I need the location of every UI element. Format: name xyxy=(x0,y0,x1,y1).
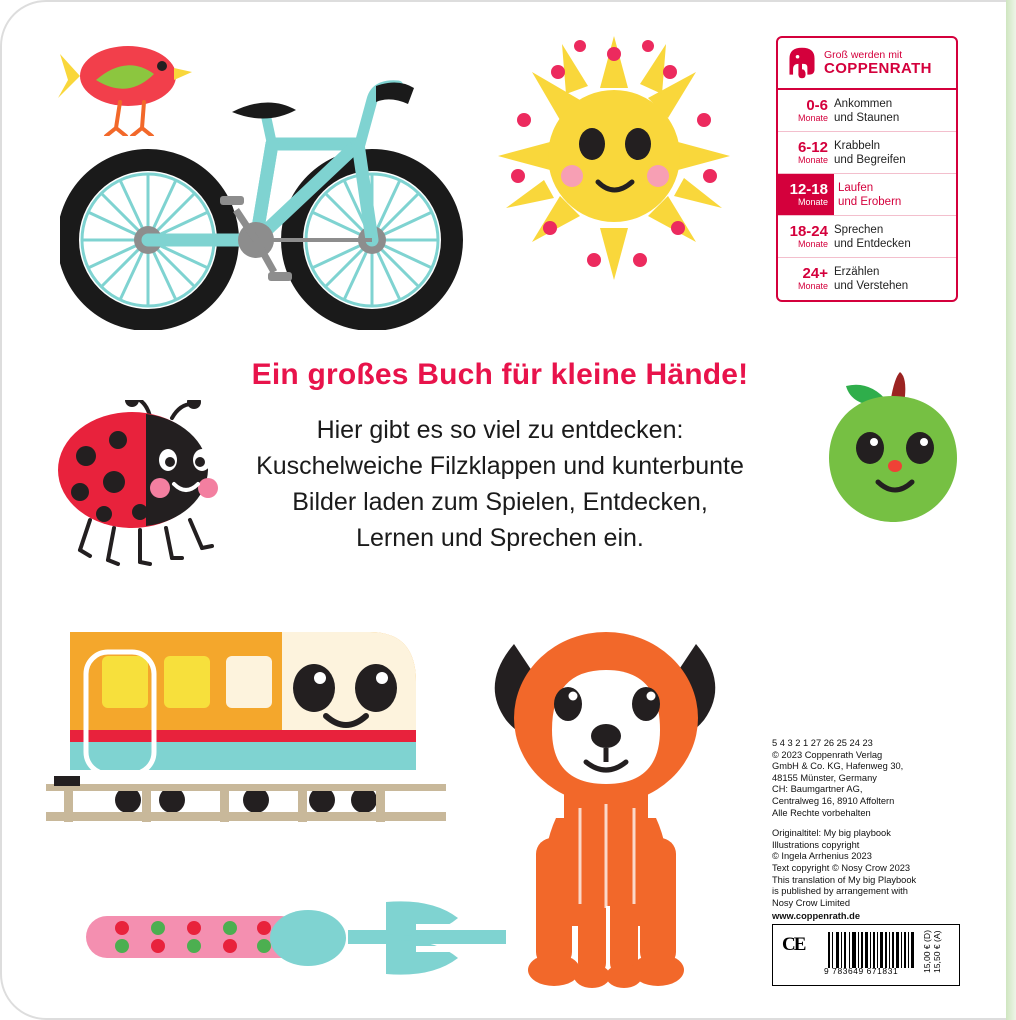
imprint-line: © Ingela Arrhenius 2023 xyxy=(772,851,872,862)
age-recommendation-badge xyxy=(776,36,958,302)
age-range-unit: Monate xyxy=(797,112,828,123)
imprint-line: This translation of My big Playbook xyxy=(772,874,917,885)
train-illustration xyxy=(46,608,446,858)
age-desc xyxy=(834,97,899,125)
age-desc xyxy=(838,181,901,209)
barcode-bars xyxy=(828,932,914,968)
imprint-line: is published by arrangement with xyxy=(772,886,908,897)
body-line-2: Kuschelweiche Filzklappen und kunterbunte xyxy=(256,452,744,480)
body-line-3: Bilder laden zum Spielen, Entdecken, xyxy=(292,488,708,516)
body-line-1: Hier gibt es so viel zu entdecken: xyxy=(316,416,684,444)
age-desc xyxy=(834,265,908,293)
age-range-unit: Monate xyxy=(797,196,828,207)
age-row-12-18-active xyxy=(778,174,956,216)
age-row-0-6 xyxy=(778,90,956,132)
age-row-18-24 xyxy=(778,216,956,258)
page-headline: Ein großes Buch für kleine Hände! xyxy=(251,358,749,391)
imprint-line: Text copyright © Nosy Crow 2023 xyxy=(772,862,911,873)
age-desc-line1: Laufen xyxy=(838,181,874,194)
imprint-line: GmbH & Co. KG, Hafenweg 30, xyxy=(772,761,904,772)
imprint-line: CH: Baumgartner AG, xyxy=(772,784,863,795)
ce-mark-icon: CE xyxy=(782,934,805,955)
age-desc-line2: und Entdecken xyxy=(834,237,911,250)
page-body-text xyxy=(150,412,850,556)
age-desc-line1: Erzählen xyxy=(834,266,880,278)
age-desc xyxy=(834,139,906,167)
imprint-line: 48155 Münster, Germany xyxy=(772,772,877,783)
price-de: 15,00 € (D) xyxy=(922,930,932,973)
publisher-website[interactable]: www.coppenrath.de xyxy=(772,911,860,922)
age-desc-wrap xyxy=(834,174,956,215)
imprint-line: Originaltitel: My big playbook xyxy=(772,828,891,839)
age-range xyxy=(778,224,834,250)
imprint-line: Centralweg 16, 8910 Affoltern xyxy=(772,795,895,806)
price-at: 15,50 € (A) xyxy=(932,930,942,973)
imprint-line: © 2023 Coppenrath Verlag xyxy=(772,749,883,760)
elephant-icon xyxy=(784,46,820,80)
imprint-line: Nosy Crow Limited xyxy=(772,897,851,908)
age-row-6-12 xyxy=(778,132,956,174)
spoon-and-fork-illustration xyxy=(86,898,506,982)
age-range xyxy=(778,266,834,292)
barcode-digits: 9 783649 671831 xyxy=(824,966,899,976)
sun-illustration xyxy=(498,36,730,288)
imprint-spacer xyxy=(772,819,972,828)
age-range xyxy=(778,182,834,208)
imprint-line: Alle Rechte vorbehalten xyxy=(772,807,871,818)
age-range-value: 0-6 xyxy=(806,96,828,114)
age-range-unit: Monate xyxy=(797,238,828,249)
body-line-4: Lernen und Sprechen ein. xyxy=(356,524,644,552)
bicycle-illustration xyxy=(60,60,500,330)
age-desc-line1: Ankommen xyxy=(834,97,893,110)
badge-brand-line2: COPPENRATH xyxy=(824,59,932,77)
age-desc xyxy=(834,223,911,251)
age-range-value: 24+ xyxy=(802,265,828,282)
price-box xyxy=(922,930,942,973)
cover-spine-edge xyxy=(1006,0,1016,1020)
age-row-24-plus xyxy=(778,258,956,300)
age-desc-line1: Sprechen xyxy=(834,223,884,236)
age-range-value: 18-24 xyxy=(789,222,828,240)
badge-header xyxy=(778,38,956,90)
age-range-value: 12-18 xyxy=(789,180,828,198)
age-desc-line2: und Erobern xyxy=(838,195,902,208)
age-range xyxy=(778,140,834,166)
age-desc-line2: und Staunen xyxy=(834,111,900,124)
age-range-value: 6-12 xyxy=(797,138,828,156)
age-desc-line1: Krabbeln xyxy=(834,139,881,152)
age-range-unit: Monate xyxy=(797,281,828,291)
imprint-block xyxy=(772,738,972,923)
age-desc-line2: und Verstehen xyxy=(834,280,909,292)
badge-brand xyxy=(824,50,932,77)
age-range-unit: Monate xyxy=(797,154,828,165)
age-range xyxy=(778,98,834,124)
print-run: 5 4 3 2 1 27 26 25 24 23 xyxy=(772,738,873,748)
imprint-line: Illustrations copyright xyxy=(772,839,860,850)
badge-brand-line1: Groß werden mit xyxy=(824,48,903,61)
age-desc-line2: und Begreifen xyxy=(834,153,906,166)
